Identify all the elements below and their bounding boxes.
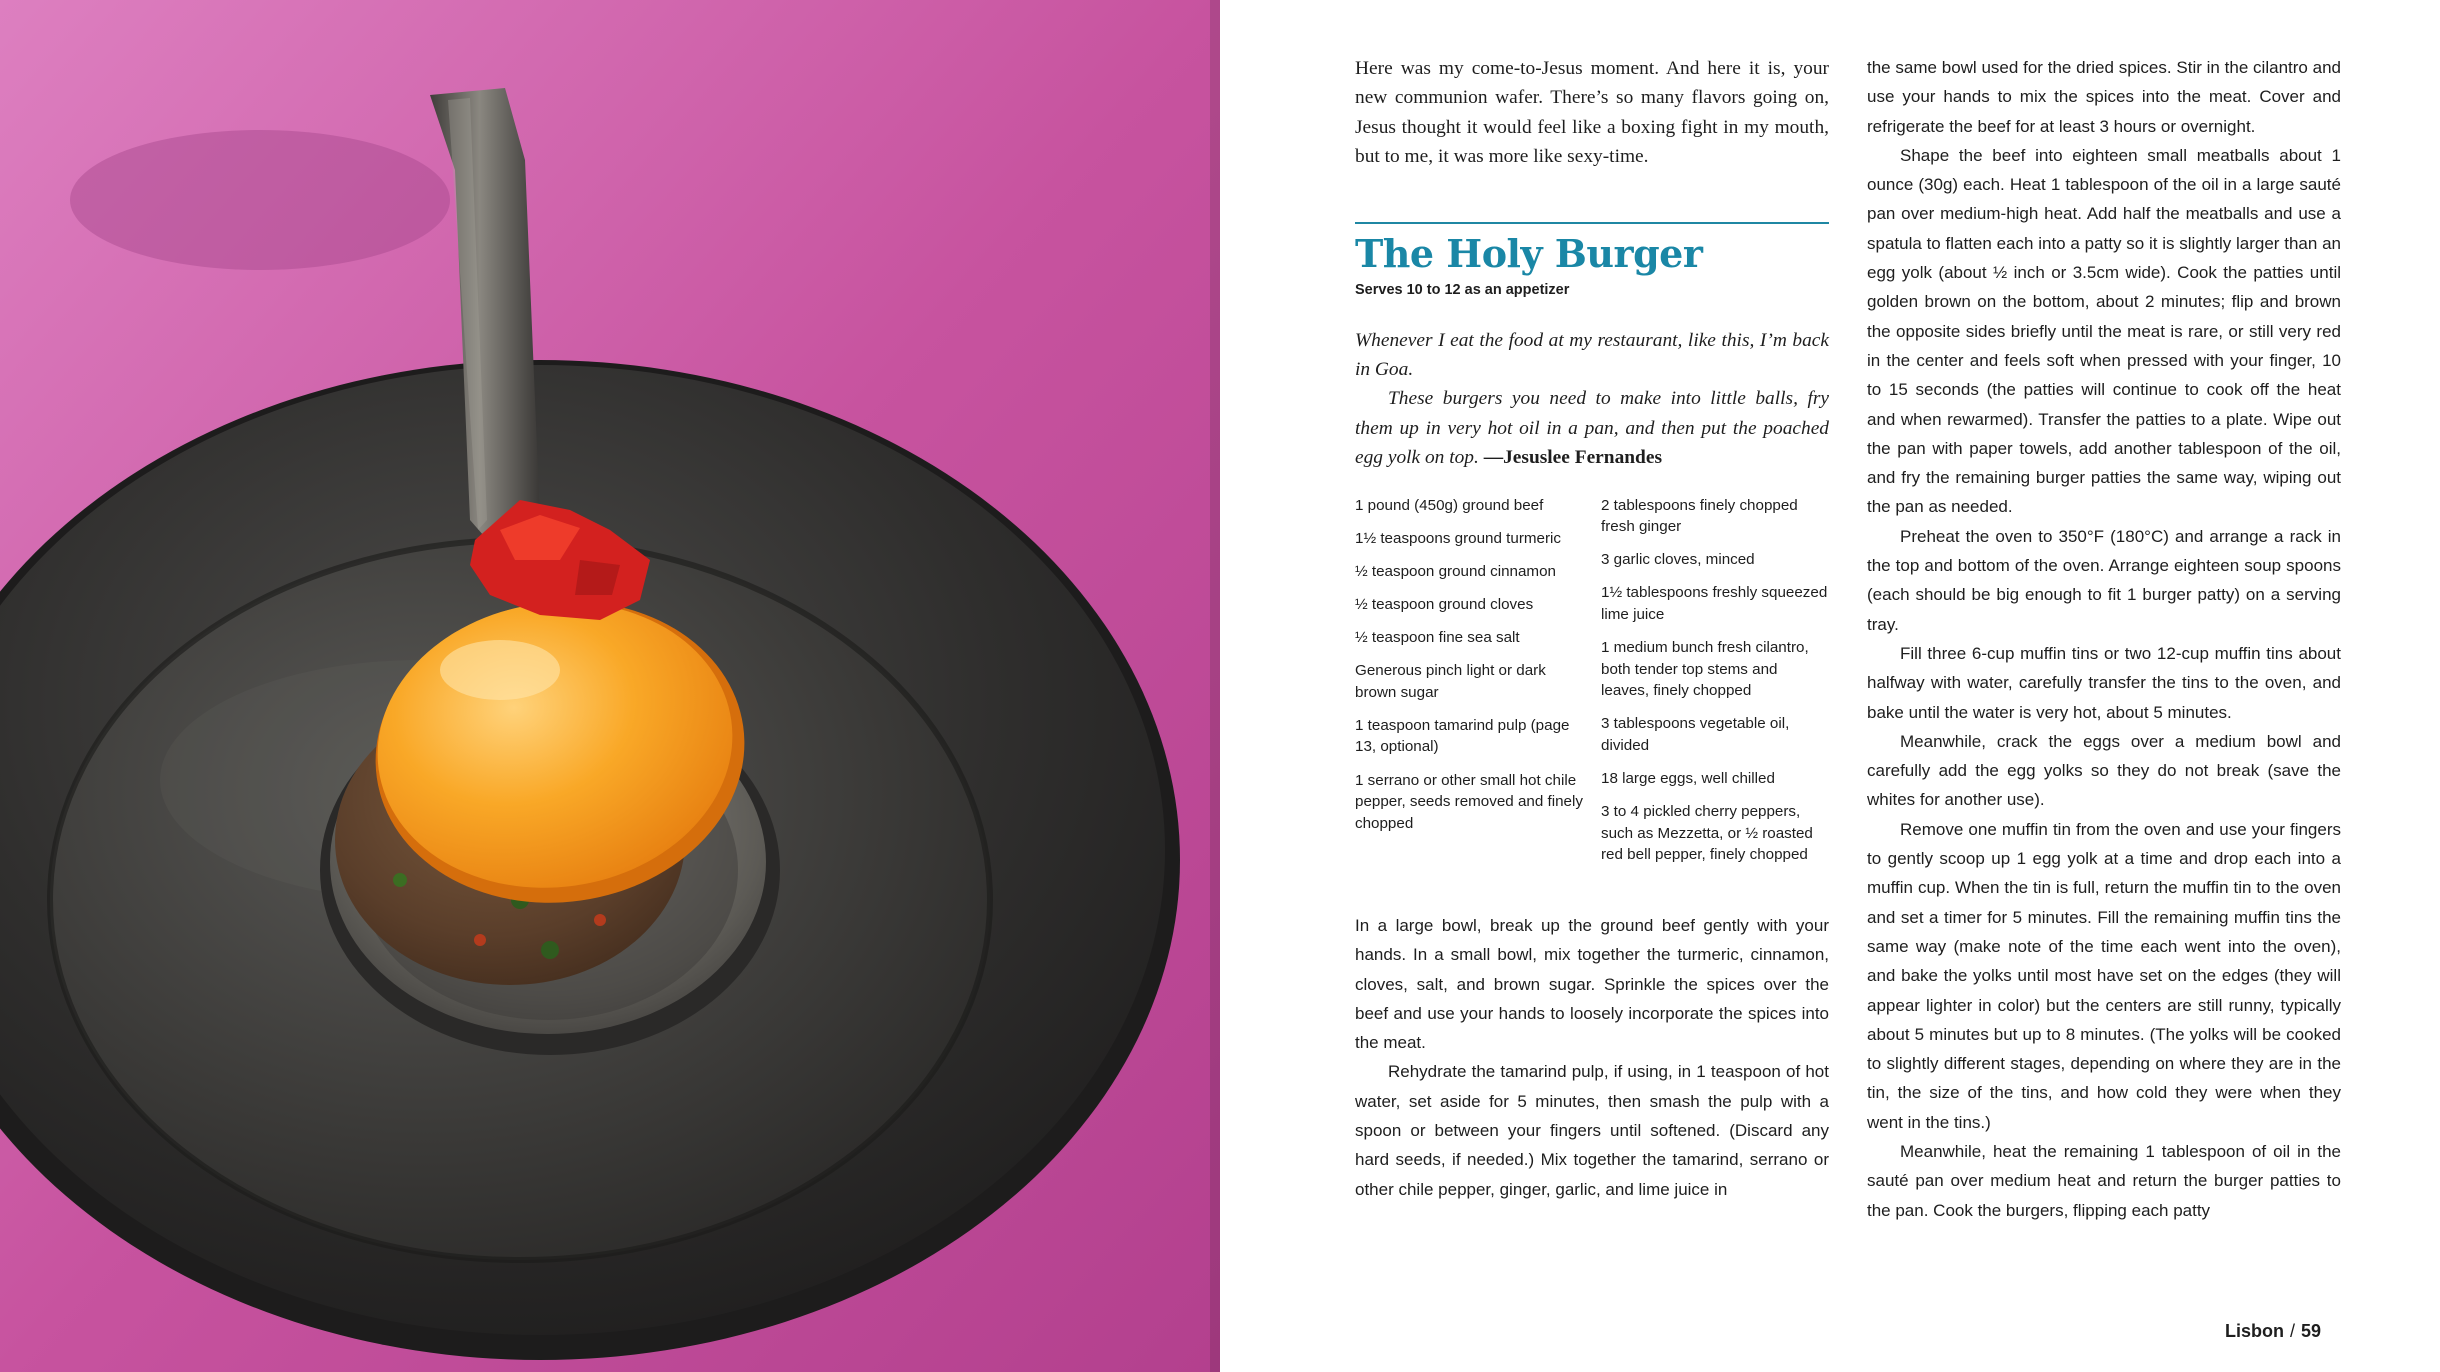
intro-paragraph: Here was my come-to-Jesus moment. And here it is, your new communion wafer. There’s so many flavors going on, Jesus thought it would feel like a boxing fight in my mouth, but to me, it was more like sexy-time. bbox=[1355, 58, 1829, 168]
ingredient-item: 1½ teaspoons ground turmeric bbox=[1355, 529, 1561, 547]
ingredient-item: 1 pound (450g) ground beef bbox=[1355, 496, 1544, 514]
ingredient-item: 3 to 4 pickled cherry peppers, such as Mezzetta, or ½ roasted red bell pepper, finely chopped bbox=[1601, 803, 1813, 864]
ingredient-item: ½ teaspoon ground cloves bbox=[1355, 595, 1534, 613]
ingredient-column-right bbox=[1601, 495, 1829, 866]
headnote-paragraph: Whenever I eat the food at my restaurant, like this, I’m back in Goa. bbox=[1355, 329, 1829, 381]
method-paragraph: Rehydrate the tamarind pulp, if using, in 1 teaspoon of hot water, set aside for 5 minutes, then smash the pulp with a spoon or between your fingers until softened. (Discard any hard seeds, if needed.) Mix together the tamarind, serrano or other chile pepper, ginger, garlic, and lime juice in bbox=[1355, 1062, 1829, 1199]
title-rule bbox=[1355, 222, 1829, 224]
ingredient-item: 1 medium bunch fresh cilantro, both tender top stems and leaves, finely chopped bbox=[1601, 639, 1809, 700]
method-text-left bbox=[1355, 911, 1829, 1204]
method-paragraph: Meanwhile, heat the remaining 1 tablespoon of oil in the sauté pan over medium heat and return the burger patties to the pan. Cook the burgers, flipping each patty bbox=[1867, 1141, 2341, 1220]
recipe-headnote bbox=[1355, 326, 1829, 473]
ingredient-list bbox=[1355, 495, 1829, 866]
ingredient-item: 3 tablespoons vegetable oil, divided bbox=[1601, 715, 1790, 754]
page-number: 59 bbox=[2300, 1321, 2321, 1341]
left-column bbox=[1355, 54, 1829, 1204]
recipe-yield: Serves 10 to 12 as an appetizer bbox=[1355, 281, 1570, 298]
method-text-right bbox=[1867, 53, 2341, 1225]
ingredient-item: 1½ tablespoons freshly squeezed lime juice bbox=[1601, 584, 1828, 624]
method-paragraph: the same bowl used for the dried spices. Stir in the cilantro and use your hands to mix the spices into the meat. Cover and refrigerate the beef for at least 3 hours or overnight. bbox=[1867, 58, 2341, 136]
folio-separator: / bbox=[2289, 1321, 2295, 1341]
recipe-title: The Holy Burger bbox=[1355, 230, 1703, 276]
headnote-text: These burgers you need to make into little balls, fry them up in very hot oil in a pan, and then put the poached egg yolk on top. bbox=[1355, 388, 1829, 469]
ingredient-column-left bbox=[1355, 495, 1583, 866]
method-paragraph: Shape the beef into eighteen small meatballs about 1 ounce (30g) each. Heat 1 tablespoon of the oil in a large sauté pan over medium-high heat. Add half the meatballs and use a spatula to flatten each into a patty so it is slightly larger than an egg yolk (about ½ inch or 3.5cm wide). Cook the patties until golden brown on the bottom, about 2 minutes; flip and brown the opposite sides briefly until the meat is rare, or still very red in the center and feels soft when pressed with your finger, 10 to 15 seconds (the patties will continue to cook off the heat and when rewarmed). Transfer the patties to a plate. Wipe out the pan with paper towels, add another tablespoon of the oil, and fry the remaining burger patties the same way, wiping out the pan as needed. bbox=[1867, 145, 2341, 517]
right-column bbox=[1867, 54, 2341, 1225]
method-paragraph: Remove one muffin tin from the oven and use your fingers to gently scoop up 1 egg yolk at a time and drop each into a muffin cup. When the tin is full, return the muffin tin to the oven and set a timer for 5 minutes. Fill the remaining muffin tins the same way (make note of the time each went into the oven), and bake the yolks until most have set on the edges (they will appear lighter in color) but the centers are still runny, typically about 5 minutes but up to 8 minutes. (The yolks will be cooked to slightly different stages, depending on where they are in the tin, the size of the tins, and how cold they were when they went in the tins.) bbox=[1867, 819, 2341, 1132]
recipe-page bbox=[1220, 0, 2440, 1372]
method-paragraph: Meanwhile, crack the eggs over a medium bowl and carefully add the egg yolks so they do not break (save the whites for another use). bbox=[1867, 731, 2341, 810]
ingredient-item: ½ teaspoon ground cinnamon bbox=[1355, 562, 1556, 580]
method-paragraph: Preheat the oven to 350°F (180°C) and arrange a rack in the top and bottom of the oven. Arrange eighteen soup spoons (each should be big enough to fit 1 burger patty) on a serving tray. bbox=[1867, 526, 2341, 634]
page-footer bbox=[2225, 1321, 2321, 1342]
section-name: Lisbon bbox=[2224, 1321, 2284, 1341]
method-paragraph: In a large bowl, break up the ground beef gently with your hands. In a small bowl, mix together the turmeric, cinnamon, cloves, salt, and brown sugar. Sprinkle the spices over the beef and use your hands to loosely incorporate the spices into the meat. bbox=[1355, 915, 1829, 1053]
headnote-attribution: —Jesuslee Fernandes bbox=[1483, 447, 1662, 469]
method-paragraph: Fill three 6-cup muffin tins or two 12-cup muffin tins about halfway with water, carefully transfer the tins to the oven, and bake until the water is very hot, about 5 minutes. bbox=[1867, 643, 2341, 722]
headnote-paragraph bbox=[1355, 384, 1829, 472]
ingredient-item: 1 serrano or other small hot chile pepper, seeds removed and finely chopped bbox=[1355, 771, 1583, 832]
ingredient-item: 2 tablespoons finely chopped fresh ginger bbox=[1601, 496, 1798, 536]
ingredient-item: 1 teaspoon tamarind pulp (page 13, optional) bbox=[1355, 716, 1570, 756]
ingredient-item: ½ teaspoon fine sea salt bbox=[1355, 629, 1520, 647]
ingredient-item: Generous pinch light or dark brown sugar bbox=[1355, 662, 1546, 701]
ingredient-item: 3 garlic cloves, minced bbox=[1601, 551, 1755, 569]
ingredient-item: 18 large eggs, well chilled bbox=[1601, 770, 1775, 788]
